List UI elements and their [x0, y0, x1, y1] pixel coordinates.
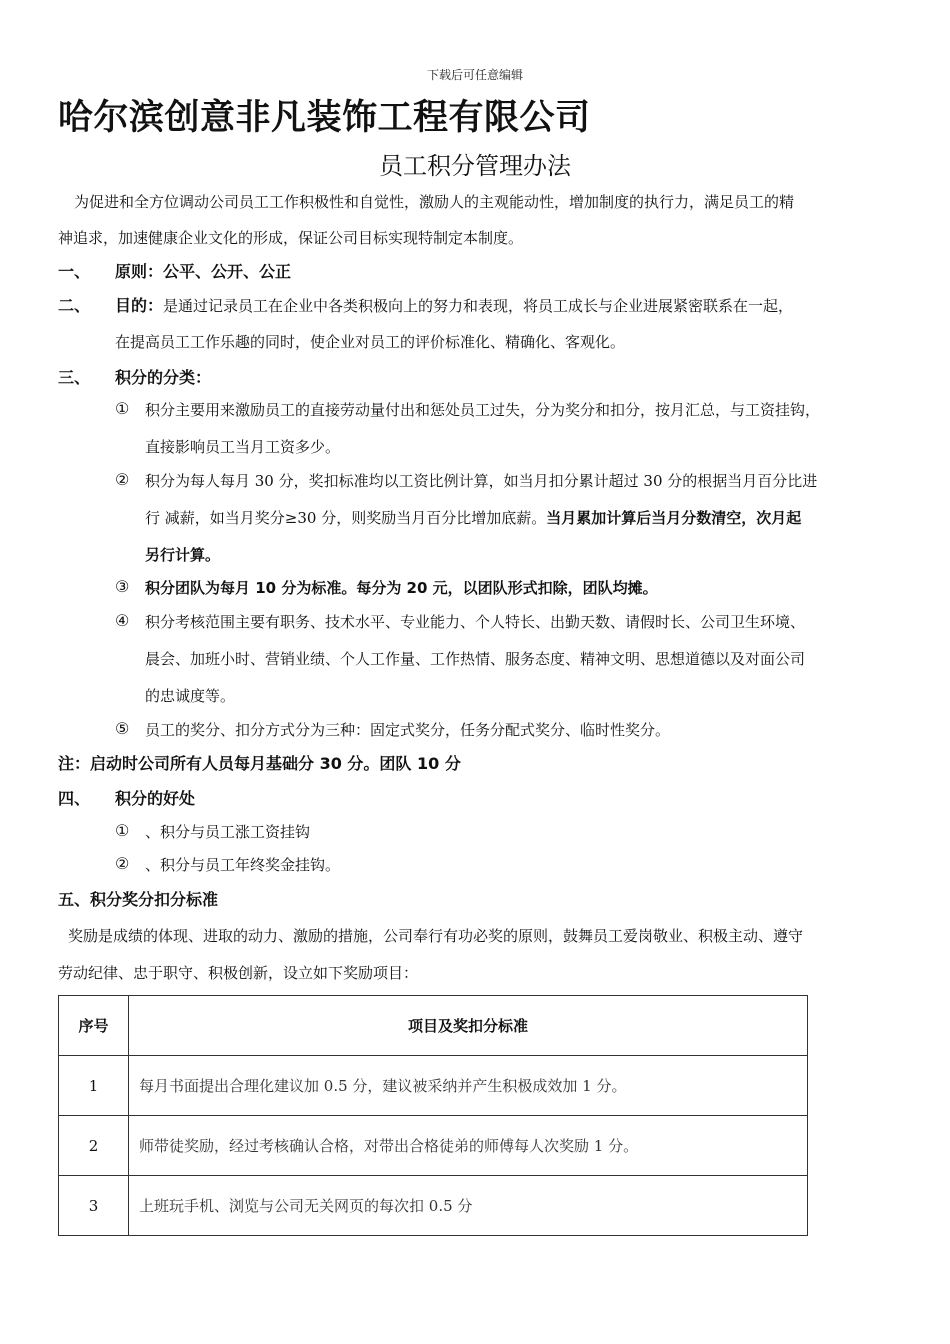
section-3-number: 三、	[58, 368, 91, 387]
section-5-para-line-2: 劳动纪律、忠于职守、积极创新，设立如下奖励项目：	[58, 964, 419, 982]
header-note: 下载后可任意编辑	[426, 68, 523, 82]
item-3-3-marker: ③	[115, 577, 130, 596]
section-2-text: 是通过记录员工在企业中各类积极向上的努力和表现，将员工成长与企业进展紧密联系在一起，	[163, 297, 794, 315]
table-header-row	[59, 996, 808, 1056]
section-2-line-2: 在提高员工工作乐趣的同时，使企业对员工的评价标准化、精确化、客观化。	[115, 333, 626, 351]
company-name: 哈尔滨创意非凡装饰工程有限公司	[58, 98, 591, 138]
section-3-title: 积分的分类：	[115, 368, 212, 387]
item-4-1-text: 、积分与员工涨工资挂钩	[145, 823, 311, 841]
section-2-label: 目的：	[115, 296, 164, 315]
item-3-4-line-1: 积分考核范围主要有职务、技术水平、专业能力、个人特长、出勤天数、请假时长、公司卫生环境、	[145, 613, 806, 631]
section-5-para-line-1: 奖励是成绩的体现、进取的动力、激励的措施，公司奉行有功必奖的原则，鼓舞员工爱岗敬业、积极主动、遵守	[68, 927, 804, 945]
section-2-number: 二、	[58, 296, 91, 315]
table-row	[59, 1056, 808, 1116]
item-3-2-bold-end: 另行计算。	[145, 546, 221, 564]
intro-line-2: 神追求，加速健康企业文化的形成，保证公司目标实现特制定本制度。	[58, 229, 524, 247]
table-cell-text: 上班玩手机、浏览与公司无关网页的每次扣 0.5 分	[129, 1176, 808, 1236]
section-5-title: 五、积分奖分扣分标准	[58, 890, 219, 909]
table-header-item: 项目及奖扣分标准	[129, 996, 808, 1056]
table-row	[59, 1176, 808, 1236]
table-cell-text: 每月书面提出合理化建议加 0.5 分，建议被采纳并产生积极成效加 1 分。	[129, 1056, 808, 1116]
item-3-5-line-1: 员工的奖分、扣分方式分为三种：固定式奖分，任务分配式奖分、临时性奖分。	[145, 721, 671, 739]
item-3-1-line-2: 直接影响员工当月工资多少。	[145, 438, 341, 456]
section-1-title: 原则：公平、公开、公正	[115, 262, 292, 281]
table-cell-no: 3	[59, 1176, 129, 1236]
item-3-4-line-2: 晨会、加班小时、营销业绩、个人工作量、工作热情、服务态度、精神文明、思想道德以及对面公司	[145, 650, 806, 668]
reward-table	[58, 995, 808, 1236]
item-3-1-line-1: 积分主要用来激励员工的直接劳动量付出和惩处员工过失，分为奖分和扣分，按月汇总，与工资挂钩，	[145, 401, 821, 419]
item-3-5-marker: ⑤	[115, 719, 130, 738]
note: 注：启动时公司所有人员每月基础分 30 分。团队 10 分	[58, 754, 461, 773]
document-title: 员工积分管理办法	[379, 152, 571, 180]
table-cell-text: 师带徒奖励，经过考核确认合格，对带出合格徒弟的师傅每人次奖励 1 分。	[129, 1116, 808, 1176]
table-header-no: 序号	[59, 996, 129, 1056]
item-3-3-line-1	[145, 577, 658, 598]
table-cell-no: 1	[59, 1056, 129, 1116]
item-3-4-marker: ④	[115, 611, 130, 630]
section-2-line-1	[115, 293, 793, 316]
section-1-number: 一、	[58, 262, 91, 281]
item-3-2-line-3	[145, 544, 220, 565]
section-4-title: 积分的好处	[115, 789, 196, 808]
item-3-2-text: 行 减薪，如当月奖分≥30 分，则奖励当月百分比增加底薪。	[145, 509, 547, 527]
item-3-2-marker: ②	[115, 470, 130, 489]
item-4-1-marker: ①	[115, 821, 130, 840]
table-row	[59, 1116, 808, 1176]
item-3-1-marker: ①	[115, 399, 130, 418]
item-3-2-bold-text: 当月累加计算后当月分数清空，次月起	[546, 509, 802, 527]
item-3-4-line-3: 的忠诚度等。	[145, 687, 236, 705]
item-4-2-marker: ②	[115, 854, 130, 873]
item-3-3-bold: 积分团队为每月 10 分为标准。每分为 20 元，以团队形式扣除，团队均摊。	[145, 579, 658, 597]
item-3-2-line-1: 积分为每人每月 30 分，奖扣标准均以工资比例计算，如当月扣分累计超过 30 分的根据当月百分比进	[145, 472, 818, 490]
section-4-number: 四、	[58, 789, 91, 808]
intro-line-1: 为促进和全方位调动公司员工工作积极性和自觉性，激励人的主观能动性，增加制度的执行力，满足员工的精	[74, 193, 795, 211]
item-3-2-line-2	[145, 507, 801, 528]
item-4-2-text: 、积分与员工年终奖金挂钩。	[145, 856, 341, 874]
table-cell-no: 2	[59, 1116, 129, 1176]
